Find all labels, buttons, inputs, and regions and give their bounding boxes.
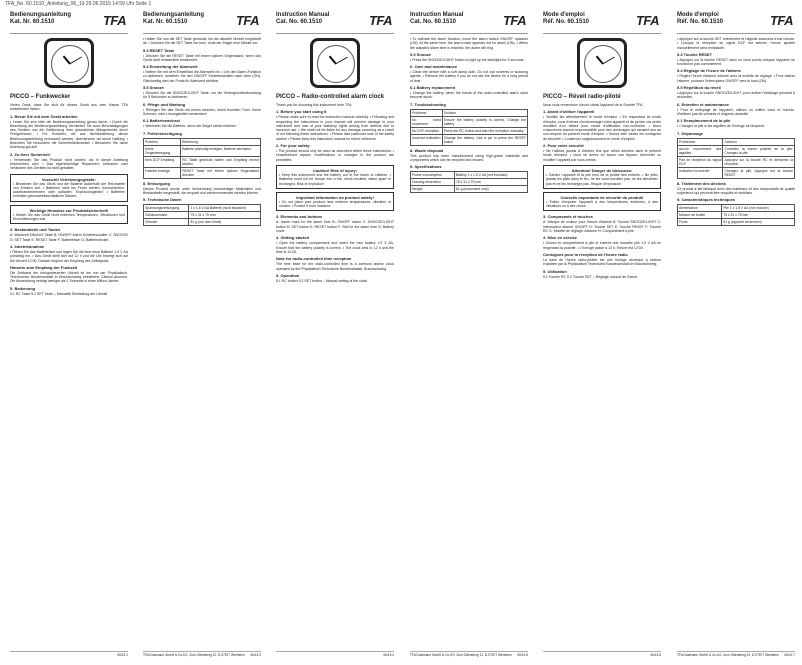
print-header-line: TFA_No. 60.1510_Anleitung_06_19 29.06.2015 14:59 Uhr Seite 1 (5, 1, 152, 7)
catalog-number: Kat. Nr. 60.1510 (10, 19, 55, 25)
section-heading: 6. Care and maintenance (410, 64, 458, 70)
table-row (144, 219, 261, 226)
table-cell: Contrôlez la bonne polarité de la pile, Changez la pile (724, 146, 793, 155)
warning-title: Wichtige Hinweise zur Produktsicherheit! (29, 207, 109, 213)
column-footer (543, 651, 661, 657)
table-row (411, 116, 528, 127)
tfa-logo: TFA (368, 13, 392, 28)
section-heading: 8. Traitement des déchets (677, 180, 726, 186)
paragraph: Thank you for choosing this instrument from TFA. (276, 103, 353, 107)
table-cell: 75 x 31 x 75 mm (189, 212, 261, 219)
manual-column-2 (143, 11, 261, 657)
table-row (411, 134, 528, 145)
paragraph: • Reinigen Sie das Gerät mit einem weichen, leicht feuchten Tuch. Keine Scheuer- oder Lösungsmittel verwenden! (143, 107, 261, 116)
column-footer (143, 651, 261, 657)
paragraph: A: Marque de couleur pour l'heure d'alarme B: Touche SNOOZE/LIGHT C: Interrupteur alarme ON/OFF D: Touche SET E: Touche RESET F: Touche RC G: Molette de réglage d'alarme H: Compartiment à pile (543, 220, 661, 234)
footer-address: TFA Dostmann GmbH & Co.KG, Zum Ottersberg 12, D-97877 Wertheim (143, 653, 245, 657)
product-title: PICCO – Réveil radio-piloté (543, 94, 621, 100)
warning-box (543, 165, 661, 189)
paragraph: Nous vous remercions d'avoir choisi l'appareil de la Société TFA. (543, 103, 644, 107)
paragraph: • Réglez l'heure d'alarme désirée avec la molette de réglage. • Pour activer l'alarme, poussez l'interrupteur ON/OFF vers le haut (ON). (677, 74, 795, 83)
table-cell: Housing dimension (411, 179, 455, 186)
table-cell: Ensure the battery polarity is correct, Change the battery (443, 117, 526, 126)
tfa-logo: TFA (102, 13, 126, 28)
section-heading: 4. Getting started (276, 235, 309, 241)
table-cell: Mesure de boîtier (678, 212, 722, 219)
paragraph: The time base for the radio-controlled time is a caesium atomic clock operated by the Physikalisch Technische Bundesanstalt, Braunschweig. (276, 262, 394, 271)
column-footer (677, 651, 795, 657)
paragraph: A: Weckzeit EIN/AUS Taste B: ON/OFF Alarm Schiebeschalter C: SNOOZE D: SET Taste E: RESET Taste F: Batteriefach G: Batteriedeckel (10, 233, 128, 242)
warning-box (10, 205, 128, 225)
table-cell: Poids (678, 219, 722, 226)
warning-title: Caution! Risk of injury: (313, 167, 357, 173)
paragraph: • Please make sure to read the instruction manual carefully. • Following and respecting the instructions in your manual will prevent damage to your instrument and loss of your statutory rights arising from defects due to incorrect use. • We shall not be liable for any damage occurring as a result of not following these instructions. • Please take particular note of the safety advice! • Please keep this instruction manual for future reference. (276, 115, 394, 141)
paragraph: • Change the battery, when the hands of the radio-controlled alarm clock become stuck. (410, 91, 528, 100)
table-cell: Spannungsversorgung (144, 205, 189, 212)
table-cell: Problems (411, 109, 443, 116)
table-cell: Problem (144, 138, 181, 145)
paragraph: • Drücken Sie die SNOOZE/LIGHT Taste, um die Hintergrundbeleuchtung für 5 Sekunden zu aktivieren. (143, 91, 261, 100)
paragraph: • Halten Sie nun die SET Taste gedrückt, bis die aktuelle Uhrzeit eingestellt ist. • Drücken Sie die SET Taste nur kurz, rückt der Zeiger eine Minute vor. (143, 37, 261, 46)
section-heading: 1. Bevor Sie mit dem Gerät arbeiten (10, 113, 78, 119)
table-cell: Behebung (181, 138, 261, 145)
manual-body (143, 37, 261, 226)
warning-box (543, 192, 661, 212)
catalog-number: Cat. No. 60.1510 (410, 19, 457, 25)
section-heading: 6.1 Batteriewechsel (143, 118, 181, 124)
manual-body (410, 37, 528, 193)
paragraph: Vielen Dank, dass Sie sich für dieses Gerät aus dem Hause TFA entschieden haben. (10, 103, 128, 112)
column-header (143, 11, 261, 34)
manual-title: Bedienungsanleitung (10, 12, 72, 18)
warning-title: Conseils importants de sécurité du produit! (560, 194, 644, 200)
section-heading: 7. Dépannage (677, 130, 704, 136)
table-cell: RC Taste gedrückt halten und Empfang erneut starten (182, 157, 259, 166)
table-cell: Kein DCF Empfang (144, 156, 181, 167)
table-row (678, 212, 795, 219)
paragraph: 5.1 RC button 5.2 SET button – Manual setting of the clock (276, 278, 368, 283)
table-row (411, 186, 528, 193)
section-heading: 5.3 RESET Taste (143, 47, 175, 53)
table-row (144, 205, 261, 212)
section-heading: 2. For your safety: (276, 143, 311, 149)
table-row (678, 138, 795, 145)
product-title: PICCO – Radio-controlled alarm clock (276, 94, 385, 100)
page-number: 06/15 4 (383, 653, 394, 657)
section-heading: 3. Elements and buttons (276, 214, 323, 220)
manual-body (276, 103, 394, 283)
section-heading: 5.5 Répétition du réveil (677, 85, 721, 91)
paragraph: Ce produit a été fabriqué avec des matériaux et des composants de qualité supérieure qui peuvent être recyclés et réutilisés. (677, 186, 795, 195)
info-table (143, 204, 261, 226)
table-row (678, 167, 795, 178)
table-cell: Gehäusemaße (144, 212, 189, 219)
tfa-logo: TFA (769, 13, 793, 28)
table-cell: Pas de réception du signal DCF (679, 157, 722, 166)
column-header (276, 11, 394, 34)
section-heading: 5. Operation (276, 272, 300, 278)
paragraph: • Changez la pile si les aiguilles de l'horloge se bloquent. (677, 124, 765, 129)
tfa-logo: TFA (635, 13, 659, 28)
manual-body (677, 37, 795, 226)
section-heading: 1. Avant d'utiliser l'appareil (543, 109, 595, 115)
table-cell: 81 g (appareil seulement) (722, 219, 795, 226)
warning-text: • Évitez d'exposer l'appareil à des températures extrêmes, à des vibrations ou à des chocs. (546, 199, 658, 209)
info-table (677, 138, 795, 179)
section-heading: 3. Composants et touches (543, 214, 593, 220)
catalog-number: Kat. Nr. 60.1510 (143, 19, 188, 25)
paragraph: • Lesen Sie sich bitte die Bedienungsanleitung genau durch. • Durch die Beachtung der Bedienungsanleitung vermeiden Sie auch Beschädigungen des Gerätes und die Gefährdung Ihrer gesetzlichen Mängelrechte durch Fehlgebrauch. • Für Schäden, die aus Nichtbeachtung dieser Bedienungsanleitung verursacht werden, übernehmen wir keine Haftung. • Beachten Sie besonders die Sicherheitshinweise! • Bewahren Sie diese Anleitung gut auf! (10, 119, 128, 150)
manual-title: Mode d'emploi (543, 12, 585, 18)
table-cell: Incorrect indication (411, 134, 443, 145)
table-cell: Aucun mouvement des aiguilles (679, 146, 722, 155)
column-header (10, 11, 128, 34)
paragraph: • Veuillez lire attentivement le mode d'emploi. • En respectant ce mode d'emploi, vous éviterez d'endommager votre appareil et de perdre vos droits résultant d'un défaut pour cause d'utilisation non-conforme. • Nous n'assumons aucune responsabilité pour des dommages qui seraient dus au non-respect du présent mode d'emploi. • Suivez bien toutes les consignes de sécurité! • Conservez soigneusement ce mode d'emploi! (543, 115, 661, 141)
table-row (411, 179, 528, 186)
table-row (411, 109, 528, 116)
paragraph: • Press the SNOOZE/LIGHT button to light up the backlight for 5 seconds. (410, 57, 525, 62)
paragraph: • Verwenden Sie das Produkt nicht anders, als in dieser Anleitung beschrieben wird. • Das eigenmächtige Reparieren, Umbauen oder Verändern des Gerätes ist nicht gestattet. (10, 157, 128, 171)
section-heading: 7. Fehlerbeseitigung (143, 130, 182, 136)
warning-text: • Keep this instrument and the battery out of the reach of children. • Batteries must not be thrown into a fire, short-circuited, taken apart or recharged. Risk of explosion! (279, 172, 391, 186)
table-cell: No DCF reception (411, 127, 443, 134)
manual-title: Mode d'emploi (677, 12, 719, 18)
manual-body (10, 103, 128, 296)
manual-column-1 (10, 11, 128, 657)
warning-text: • Gardez l'appareil et la pile hors de la portée des enfants. • Ne jetez jamais les piles dans le feu, ne les court-circuitez pas, ne les démontez pas et ne les rechargez pas. Risque d'explosion! (546, 172, 658, 186)
catalog-number: Réf. No. 60.1510 (543, 19, 590, 25)
table-row (678, 219, 795, 226)
section-heading: 5. Utilisation (543, 268, 567, 274)
alarm-clock-illustration (310, 38, 360, 88)
section-heading: 3. Bestandteile und Tasten (10, 227, 61, 233)
warning-box (276, 165, 394, 189)
tfa-logo: TFA (235, 13, 259, 28)
catalog-number: Réf. No. 60.1510 (677, 19, 724, 25)
info-table (143, 138, 261, 179)
warning-box (276, 192, 394, 212)
table-cell: 75 x 31 x 75 mm (722, 212, 795, 219)
table-cell: Change the battery, Use a pin to press the RESET button (443, 135, 526, 144)
footer-address: TFA Dostmann GmbH & Co.KG, Zum Ottersberg 12, D-97877 Wertheim (410, 653, 512, 657)
section-heading: Hinweis zum Empfang der Funkzeit (10, 264, 78, 270)
table-cell: Power consumption (411, 172, 455, 179)
section-heading: 8. Waste disposal (410, 147, 444, 153)
table-row (678, 145, 795, 156)
page-number: 06/15 6 (650, 653, 661, 657)
info-table (410, 109, 528, 146)
section-heading: Note for radio-controlled time reception (276, 256, 352, 262)
warning-text: • Setzen Sie das Gerät nicht extremen Temperaturen, Vibrationen und Erschütterungen aus. (13, 212, 125, 222)
table-cell: No hand movement (412, 117, 441, 126)
product-title: PICCO – Funkwecker (10, 94, 71, 100)
section-heading: Consignes pour la réception de l'heure radio (543, 251, 628, 257)
alarm-clock-illustration (44, 38, 94, 88)
section-heading: 2. Pour votre sécurité (543, 143, 584, 149)
table-row (144, 212, 261, 219)
manual-title: Instruction Manual (410, 12, 464, 18)
section-heading: 6.1 Remplacement de la pile (677, 118, 731, 124)
table-cell: RESET Taste mit einem spitzen Gegenstand drücken (182, 168, 259, 177)
paragraph: Dieses Produkt wurde unter Verwendung hochwertiger Materialien und Bestandteile hergestellt, die recycelt und wiederverwendet werden können. (143, 186, 261, 195)
catalog-number: Cat. No. 60.1510 (276, 19, 323, 25)
table-cell: Solution (723, 138, 795, 145)
table-cell: Keine Zeigerbewegung (144, 145, 181, 156)
warning-box (10, 174, 128, 202)
paragraph: 5.1 RC Taste 5.2 SET Taste – Manuelle Einstellung der Uhrzeit (10, 291, 108, 296)
table-row (144, 156, 261, 167)
paragraph: A: Alarm mark for the alarm time B: ON/OFF alarm C: SNOOZE/LIGHT button D: SET button E: RESET button F: Slot for the alarm time G: Battery cover (276, 220, 394, 234)
info-table (677, 204, 795, 226)
table-cell: Gewicht (144, 219, 189, 226)
table-row (144, 167, 261, 178)
paragraph: • Ouvrez le compartiment à pile et insérez une nouvelle pile 1,5 V AA en respectant la polarité. • L'horloge passe à 12 h, l'heure est 12:00. (543, 241, 661, 250)
section-heading: 9. Technische Daten (143, 197, 182, 203)
paragraph: 5.1 Touche RC 5.2 Touche SET – Réglage manuel de l'heure (543, 274, 638, 279)
table-cell: Solution (442, 109, 527, 116)
paragraph: • Appuyez sur la touche RESET dans un cône pointu lorsque l'appareil ne fonctionne pas correctement. (677, 57, 795, 67)
paragraph: • Öffnen Sie das Batteriefach und legen Sie die eine neue Batterie 1,5 V AA polrichtig ein. • Das Gerät stellt sich auf 12 h und die Uhr bewegt sich auf die Uhrzeit 12:00. Danach beginnt der Empfang des Zeitsignals. (10, 249, 128, 263)
section-heading: 5.4 Réglage de l'heure de l'alarme (677, 68, 741, 74)
paragraph: • Ne l'utilisez jamais à d'autres fins que celles décrites dans le présent mode d'emploi. • Vous ne devez en aucun cas réparer, démonter ou modifier l'appareil par vous-même. (543, 149, 661, 162)
column-footer (410, 651, 528, 657)
manual-column-6 (677, 11, 795, 657)
paragraph: • Appuyez sur la touche SET brièvement et l'aiguille avancera d'une minute. • Lorsque la réception du signal DCF est activée, l'heure ajustée manuellement sera remplacée. (677, 37, 795, 50)
table-cell: Alimentation (678, 205, 722, 212)
table-cell: 1 x 1,5 V AA Batterie (nicht inklusive) (189, 205, 261, 212)
section-heading: 5.3 Touche RESET (677, 51, 713, 57)
section-heading: 6. Pflege und Wartung (143, 101, 186, 107)
section-heading: 5.5 Snooze (143, 85, 164, 91)
section-heading: 9. Specifications (410, 164, 442, 170)
table-cell: Pile 1 x 1,5 V AA (non incluse) (722, 205, 795, 212)
table-cell: Problèmes (678, 138, 723, 145)
page-number: 06/15 2 (250, 653, 261, 657)
table-cell: Battery 1 x 1.5 V AA (not included) (454, 172, 527, 179)
paragraph: • Clean the device with a soft damp cloth. Do not use solvents or scouring agents. • Remove the battery if you do not use the device for a long period of time. (410, 70, 528, 83)
paragraph: • The product should only be used as described within these instructions. • Unauthorised repairs, modifications or changes to the product are prohibited. (276, 149, 394, 162)
table-cell: Press the RC button and start the reception manually (442, 127, 527, 134)
paragraph: La base de l'heure radio-pilotée est une horloge atomique à césium exploitée par la Physikalisch Technische Bundesanstalt de Braunschweig. (543, 257, 661, 267)
section-heading: 7. Troubleshooting (410, 101, 446, 107)
column-header (677, 11, 795, 34)
paragraph: This product has been manufactured using high-grade materials and components which can be recycled and reused. (410, 153, 528, 162)
warning-title: Attention! Danger de blessures: (571, 167, 633, 173)
section-heading: 5. Bedienung (10, 285, 36, 291)
manual-title: Instruction Manual (276, 12, 330, 18)
section-heading: 5.5 Snooze (410, 51, 431, 57)
table-cell: Falsche Anzeige (144, 167, 181, 178)
column-header (410, 11, 528, 34)
table-row (678, 156, 795, 167)
section-heading: 1. Before you start using it (276, 109, 327, 115)
section-heading: 4. Mise en service (543, 235, 578, 241)
paragraph: Die Zeitbasis der funkgesteuerten Uhrzeit ist die von der Physikalisch-Technischen Bundesanstalt in Braunschweig betriebene Cäsium-Atomuhr. Die Abweichung beträgt weniger als 1 Sekunde in einer Million Jahren. (10, 270, 128, 284)
warning-text: • Do not place your product near extreme temperatures, vibration or shocks. • Protect it from moisture. (279, 199, 391, 209)
paragraph: • Drücken Sie die RESET Taste mit einem spitzen Gegenstand, wenn das Gerät nicht einwandfrei funktioniert. (143, 53, 261, 62)
alarm-clock-illustration (577, 38, 627, 88)
page-number: 06/15 5 (517, 653, 528, 657)
table-cell: 75 x 31 x 75 mm (454, 179, 527, 186)
table-cell: Indication incorrecte (678, 167, 723, 178)
paragraph: • Pour le nettoyage de l'appareil, utilisez un chiffon doux et humide. N'utilisez pas de solvants ni d'agents abrasifs! (677, 107, 795, 116)
page-number: 06/15 1 (117, 653, 128, 657)
table-cell: 81 g (nur das Gerät) (189, 219, 261, 226)
footer-address: TFA Dostmann GmbH & Co.KG, Zum Ottersberg 12, D-97877 Wertheim (677, 653, 779, 657)
table-cell: 81 g (instrument only) (454, 186, 527, 193)
section-heading: 4. Inbetriebnahme (10, 243, 45, 249)
manual-column-4 (410, 11, 528, 657)
warning-title: Vorsicht! Verletzungsgefahr: (41, 176, 97, 182)
section-heading: 5.4 Einstellung der Alarmzeit (143, 64, 198, 70)
page-number: 06/15 7 (784, 653, 795, 657)
tfa-logo: TFA (502, 13, 526, 28)
manual-column-3 (276, 11, 394, 657)
column-footer (10, 651, 128, 657)
section-heading: 8. Entsorgung (143, 180, 170, 186)
table-row (411, 172, 528, 179)
warning-text: • Bewahren Sie das Gerät und die Batterie außerhalb der Reichweite von Kindern auf. • Batterien nicht ins Feuer werfen, kurzschließen, auseinandernehmen oder aufladen. Explosionsgefahr! • Batterien enthalten gesundheitsschädliche Säuren. (13, 181, 125, 199)
table-cell: Weight (411, 186, 455, 193)
table-row (678, 205, 795, 212)
table-row (411, 127, 528, 134)
paragraph: • To activate the alarm function, move the alarm switch ON/OFF upwards (ON). At the same time, the alarm mark appears red for alarm (ON). • When the adjusted alarm time is reached, the alarm will ring. (410, 37, 528, 50)
manual-title: Bedienungsanleitung (143, 12, 205, 18)
column-header (543, 11, 661, 34)
section-heading: 6. Entretien et maintenance (677, 101, 730, 107)
table-cell: Batterie polrichtig einlegen, Batterie wechseln (181, 145, 261, 156)
info-table (410, 171, 528, 193)
paragraph: • Stellen Sie mit dem Einstellrad die Alarmzeit ein. • Um den Alarm-Funktion zu aktivieren, schieben Sie den ON/OFF Schiebeschalter nach oben (ON). Gleichzeitig wird der Punkt für Alarmzeit sichtbar. (143, 70, 261, 83)
column-footer (276, 651, 394, 657)
paragraph: • Wechseln Sie die Batterie, wenn die Zeiger stehen bleiben. (143, 124, 237, 129)
table-row (144, 145, 261, 156)
paragraph: • Appuyez sur la touche SNOOZE/LIGHT, pour activer l'éclairage pendant 5 secondes. (677, 91, 795, 100)
table-row (144, 138, 261, 145)
paragraph: • Open the battery compartment and insert the new battery 1.5 V AA. Ensure that the battery polarity is correct. • The clock sets to 12 h and the time to 12:00. (276, 241, 394, 254)
table-cell: Changez la pile, Appuyez sur la touche RESET (724, 168, 793, 177)
section-heading: 6.1 Battery replacement (410, 85, 456, 91)
warning-title: Important information on product safety! (296, 194, 374, 200)
manual-body (543, 103, 661, 279)
section-heading: 9. Caractéristiques techniques (677, 197, 736, 203)
section-heading: 2. Zu Ihrer Sicherheit (10, 151, 50, 157)
table-cell: Appuyez sur la touche RC et démarrez la réception (724, 157, 793, 166)
manual-column-5 (543, 11, 661, 657)
